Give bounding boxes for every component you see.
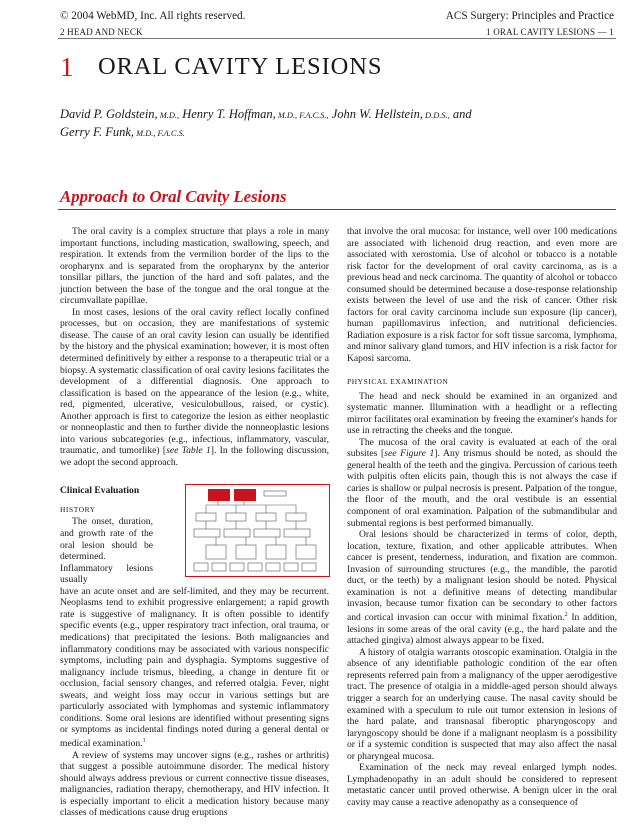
author-degree: M.D., F.A.C.S.: [134, 129, 185, 138]
paragraph-text: In most cases, lesions of the oral cavity reflect locally confined processes, but on occasion, they are manifestations of systemic disease. The cause of an oral cavity lesion can usually be identified by the history and the physical examination; however, it is most often determined definitively by either a response to a therapeutic trial or a biopsy. A systematic classification of oral cavity lesions facilitates the development of a differential diagnosis. One approach to classification is based on the appearance of the lesion (e.g., white, red, pigmented, ulcerative, vesiculobullous, raised, or cystic). Another approach is first to categorize the lesion as either neoplastic or nonneoplastic and then to further divide the nonneoplastic lesions into various subcategories (e.g., infectious, inflammatory, vascular, traumatic, and tumorlike) [: [60, 306, 329, 457]
author-name: John W. Hellstein,: [331, 107, 423, 121]
flow-node: [194, 563, 208, 571]
paragraph-text: ]. In the following discussion, we adopt the second approach.: [60, 445, 329, 468]
algorithm-thumbnail[interactable]: [185, 484, 330, 577]
paragraph: Examination of the neck may reveal enlarged lymph nodes. Lymphadenopathy in an adult should be considered to represent metastatic cancer until proved otherwise. A benign ulcer in the oral cavity may cause a reactive adenopathy as a consequence of: [347, 762, 617, 808]
paragraph-text: have an acute onset and are self-limited, and they may be recurrent. Neoplasms tend to exhibit progressive enlargement; a rapid growth rate is suggestive of malignancy. It is often possible to identify specific events (e.g., upper respiratory tract infection, oral trauma, or medications) that precipitated the lesions. Both malignancies and inflammatory conditions may be associated with various nonspecific symptoms, including pain and dysphagia. Symptoms suggestive of malignancy include trismus, bleeding, a change in denture fit or occlusion, facial sensory changes, and referred otalgia. Fever, night sweats, and weight loss may occur in various settings but are particularly associated with lymphomas and systemic inflammatory conditions. Some oral lesions are identified without presenting signs or symptoms as incidental findings noted during a general dental or medical examination.: [60, 585, 329, 750]
flow-node: [224, 529, 250, 537]
clinical-evaluation-heading: Clinical Evaluation: [60, 485, 140, 497]
author-name: Gerry F. Funk,: [60, 125, 135, 139]
author-name: Henry T. Hoffman,: [182, 107, 276, 121]
author-degree: M.D.,: [157, 111, 180, 120]
figure-reference-link[interactable]: see Figure 1: [384, 448, 435, 460]
paragraph: that involve the oral mucosa: for instance, well over 100 medications are associated with lichenoid drug reaction, and even more are associated with xerostomia. Use of alcohol or tobacco is a notable risk factor for the development of oral cavity carcinoma, as is a previous head and neck carcinoma. The quantity of alcohol or tobacco consumed should be determined because a dose-response relationship exists between the level of use and the risk of cancer. Other risk factors for oral cavity carcinoma include sun exposure (lip cancer), human papillomavirus infection, and nutritional deficiencies. Radiation exposure is a risk factor for soft tissue sarcoma, lymphoma, and minor salivary gland tumors, and HIV infection is a risk factor for Kaposi sarcoma.: [347, 226, 617, 365]
copyright-line: © 2004 WebMD, Inc. All rights reserved.: [60, 10, 246, 22]
paragraph: The head and neck should be examined in an organized and systematic manner. Illumination with a headlight or a reflecting mirror facilitates oral examination by freeing the examiner's hands for use in retracting the cheeks and the tongue.: [347, 390, 617, 437]
flow-node: [286, 513, 306, 521]
paragraph: A history of otalgia warrants otoscopic examination. Otalgia in the absence of any identifiable pathologic condition of the ear often represents referred pain from a malignancy of the upper aerodigestive tract. The presence of otalgia in a middle-aged person should always trigger a search for an underlying cause. The nasal cavity should be examined with a speculum to rule out tumor extension in lesions of the hard palate, and transnasal fiberoptic pharyngoscopy and laryngoscopy should be done if a malignant neoplasm is a possibility or if a systemic condition is suspected that may also affect the nasal or pharyngeal mucosa.: [347, 646, 617, 762]
paragraph: The onset, duration, and growth rate of the oral lesion should be determined. Inflammatory lesions usually: [60, 516, 153, 586]
flow-node: [266, 545, 286, 559]
flow-node: [284, 529, 310, 537]
citation-superscript[interactable]: 2: [564, 611, 568, 618]
paragraph: [60, 307, 329, 469]
flow-node: [194, 529, 220, 537]
paragraph: A review of systems may uncover signs (e.g., rashes or arthritis) that suggest a possible autoimmune disorder. The medical history should always address previous or current connective tissue diseases, malignancies, radiation therapy, chemotherapy, and HIV infection. It is especially important to elicit a medication history because many classes of medications cause drug eruptions: [60, 749, 329, 819]
flow-node: [236, 545, 256, 559]
book-title: ACS Surgery: Principles and Practice: [445, 10, 614, 22]
history-heading: HISTORY: [60, 505, 96, 515]
author-name: David P. Goldstein,: [60, 107, 158, 121]
paragraph-text: Oral lesions should be characterized in terms of color, depth, location, texture, fixation, and other applicable attributes. When cancer is present, tenderness, induration, and fixation are common. Invasion of surrounding structures (e.g., the mandible, the parotid duct, or the teeth) by a malignant lesion should be noted. Physical examination is not a definitive means of detecting mandibular invasion, because tumor fixation can be secondary to other factors and cortical invasion can occur with minimal fixation.: [347, 529, 617, 624]
flow-node: [284, 563, 298, 571]
paragraph: The oral cavity is a complex structure that plays a role in many important functions, including mastication, swallowing, speech, and respiration. It extends from the vermilion border of the lips to the oropharynx and is separated from the oropharynx by the anterior tonsillar pillars, the junction of the hard and soft palates, and the junction between the base of the tongue and the oral tongue at the circumvallate papillae.: [60, 226, 329, 307]
flow-node: [264, 491, 286, 496]
paragraph: [60, 586, 329, 750]
flow-node: [206, 545, 226, 559]
section-rule: [58, 209, 616, 210]
flow-node: [230, 563, 244, 571]
flow-node: [226, 513, 246, 521]
right-column: [347, 226, 617, 808]
author-degree: M.D., F.A.C.S.,: [275, 111, 329, 120]
paragraph: [347, 437, 617, 529]
flow-node-highlight: [208, 489, 230, 501]
flow-node: [248, 563, 262, 571]
flow-node: [212, 563, 226, 571]
flow-node: [266, 563, 280, 571]
flow-node: [302, 563, 316, 571]
header-rule: [58, 38, 616, 39]
table-reference-link[interactable]: see Table 1: [166, 445, 211, 457]
paragraph-text: In addition, lesions in some areas of the oral cavity (e.g., the hard palate and the attached gingiva) almost always appear to be fixed.: [347, 612, 617, 647]
author-separator: and: [449, 107, 472, 121]
chapter-page-label: 1 ORAL CAVITY LESIONS — 1: [486, 27, 614, 37]
author-degree: D.D.S.,: [422, 111, 450, 120]
chapter-number: 1: [60, 52, 74, 82]
paragraph-text: The mucosa of the oral cavity is evaluated at each of the oral subsites [: [347, 436, 617, 460]
physical-examination-heading: PHYSICAL EXAMINATION: [347, 376, 449, 386]
paragraph-text: ]. Any trismus should be noted, as should the general health of the teeth and the gingiva. Percussion of carious teeth with pulpitis often elicits pain, though this is not always the case if caries is shallow or pulpal necrosis is present. Palpation of the tongue, the floor of the mouth, and the oral vestibule is an essential component of oral examination. Palpation of the submandibular and submental regions is best performed bimanually.: [347, 448, 617, 529]
flowchart-diagram: [186, 485, 329, 576]
flow-node: [296, 545, 316, 559]
section-title: Approach to Oral Cavity Lesions: [60, 187, 287, 206]
section-label: 2 HEAD AND NECK: [60, 27, 143, 37]
flow-node: [256, 513, 276, 521]
author-list: [60, 106, 600, 142]
chapter-title: ORAL CAVITY LESIONS: [98, 53, 383, 80]
flow-node: [196, 513, 216, 521]
flow-node: [254, 529, 280, 537]
paragraph: [347, 529, 617, 647]
flow-node-highlight: [234, 489, 256, 501]
citation-superscript[interactable]: 1: [142, 737, 146, 744]
